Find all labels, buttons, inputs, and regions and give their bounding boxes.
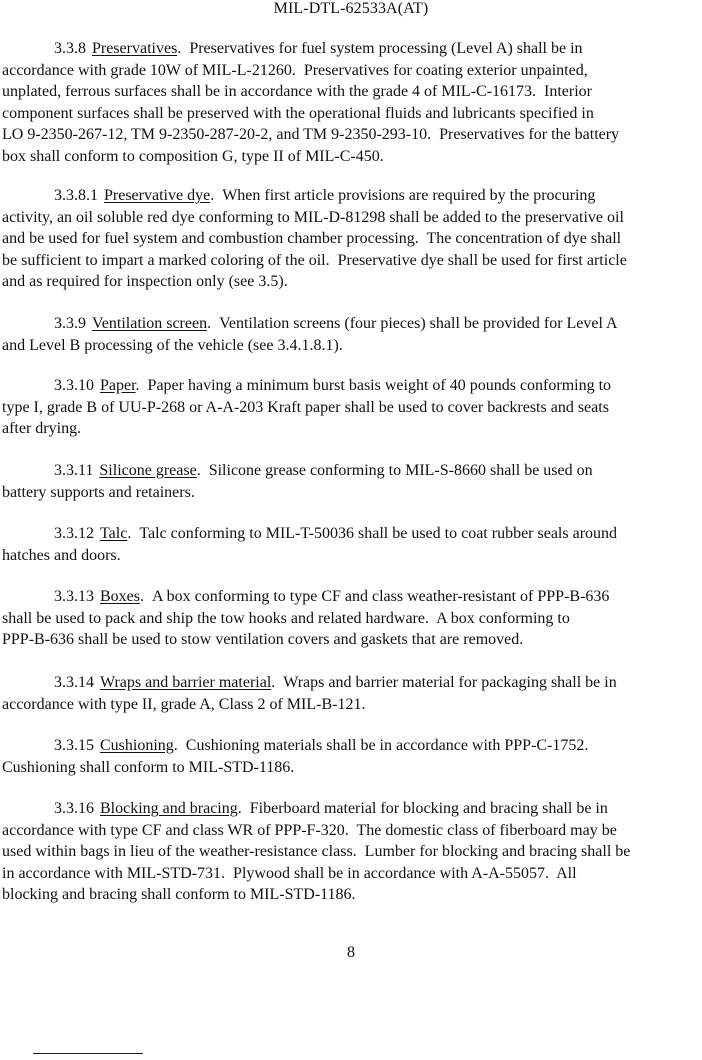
line-text: accordance with grade 10W of MIL-L-21260. Preservatives for coating exterior unpainted, (2, 61, 588, 79)
section-title-punctuation: . (237, 800, 242, 817)
paragraph-line (2, 250, 627, 272)
line-text: Paper having a minimum burst basis weight of 40 pounds conforming to (147, 377, 612, 394)
section-title-punctuation: . (177, 40, 182, 57)
paragraph-line (2, 397, 611, 419)
paragraph-line (2, 672, 617, 694)
paragraph-line (2, 884, 630, 906)
section-title-punctuation: . (135, 377, 140, 394)
line-text: Fiberboard material for blocking and bracing shall be in (249, 800, 608, 817)
section-title: Preservative dye (104, 187, 211, 204)
section-number: 3.3.8 (54, 40, 86, 57)
section-title: Blocking and bracing (100, 800, 238, 817)
line-text: Cushioning materials shall be in accordance with PPP-C-1752. (185, 737, 589, 754)
section-number: 3.3.15 (54, 737, 94, 754)
section-title: Ventilation screen (92, 315, 208, 332)
paragraph-line (2, 207, 627, 229)
line-text: hatches and doors. (2, 546, 121, 564)
line-text: When first article provisions are required by the procuring (222, 187, 596, 204)
line-text: Talc conforming to MIL-T-50036 shall be used to coat rubber seals around (139, 525, 618, 542)
section-paragraph (2, 523, 617, 566)
section-title-punctuation: . (207, 315, 212, 332)
paragraph-line (2, 38, 619, 60)
line-text: component surfaces shall be preserved with the operational fluids and lubricants specified in (2, 104, 594, 122)
paragraph-line (2, 545, 617, 567)
line-text: activity, an oil soluble red dye conforming to MIL-D-81298 shall be added to the preservative oil (2, 208, 624, 226)
section-title: Wraps and barrier material (100, 674, 272, 691)
paragraph-line (2, 482, 593, 504)
document-header (0, 0, 702, 18)
line-text: LO 9-2350-267-12, TM 9-2350-287-20-2, and TM 9-2350-293-10. Preservatives for the battery (2, 126, 620, 144)
page-number (0, 944, 702, 962)
line-text: A box conforming to type CF and class weather-resistant of PPP-B-636 (152, 588, 610, 605)
line-text: type I, grade B of UU-P-268 or A-A-203 Kraft paper shall be used to cover backrests and seats (2, 398, 609, 416)
section-title-punctuation: . (140, 588, 144, 605)
paragraph-line (2, 735, 588, 757)
line-text: and be used for fuel system and combustion chamber processing. The concentration of dye shall (2, 230, 622, 248)
paragraph-line (2, 185, 627, 207)
line-text: after drying. (2, 420, 82, 438)
section-paragraph (2, 460, 593, 503)
section-paragraph (2, 313, 618, 356)
document-id: MIL-DTL-62533A(AT) (273, 0, 429, 17)
paragraph-line (2, 608, 609, 630)
paragraph-line (2, 820, 630, 842)
paragraph-line (2, 81, 619, 103)
line-text: and as required for inspection only (see 3.5). (2, 273, 288, 291)
line-text: Cushioning shall conform to MIL-STD-1186. (2, 758, 295, 776)
paragraph-line (2, 586, 609, 608)
paragraph-line (2, 124, 619, 146)
section-number: 3.3.9 (54, 315, 86, 332)
section-paragraph (2, 38, 619, 168)
section-number: 3.3.8.1 (54, 187, 98, 204)
section-paragraph (2, 586, 609, 651)
paragraph-line (2, 798, 630, 820)
section-paragraph (2, 798, 630, 906)
section-number: 3.3.10 (54, 377, 94, 394)
paragraph-line (2, 460, 593, 482)
section-title: Preservatives (92, 40, 178, 57)
section-title: Boxes (100, 588, 140, 605)
section-paragraph (2, 375, 611, 440)
line-text: be sufficient to impart a marked coloring of the oil. Preservative dye shall be used for first article (2, 251, 627, 269)
section-title-punctuation: . (173, 737, 178, 754)
line-text: Preservatives for fuel system processing (Level A) shall be in (189, 40, 583, 57)
paragraph-line (2, 418, 611, 440)
paragraph-line (2, 103, 619, 125)
paragraph-line (2, 523, 617, 545)
section-title-punctuation: . (196, 462, 201, 479)
line-text: Silicone grease conforming to MIL-S-8660 shall be used on (208, 462, 593, 479)
section-paragraph (2, 735, 588, 778)
section-title: Cushioning (100, 737, 174, 754)
page-number-text: 8 (347, 944, 355, 961)
paragraph-line (2, 375, 611, 397)
footnote-separator-rule (33, 1053, 143, 1054)
section-paragraph (2, 672, 617, 715)
paragraph-line (2, 146, 619, 168)
section-number: 3.3.16 (54, 800, 94, 817)
line-text: PPP-B-636 shall be used to stow ventilation covers and gaskets that are removed. (2, 631, 524, 649)
line-text: in accordance with MIL-STD-731. Plywood shall be in accordance with A-A-55057. All (2, 864, 577, 882)
line-text: blocking and bracing shall conform to MIL-STD-1186. (2, 886, 356, 904)
line-text: used within bags in lieu of the weather-resistance class. Lumber for blocking and bracing shall be (2, 843, 631, 861)
line-text: shall be used to pack and ship the tow hooks and related hardware. A box conforming to (2, 609, 570, 627)
line-text: Wraps and barrier material for packaging shall be in (283, 674, 617, 691)
line-text: accordance with type CF and class WR of PPP-F-320. The domestic class of fiberboard may be (2, 821, 617, 839)
section-number: 3.3.11 (54, 462, 94, 479)
section-paragraph (2, 185, 627, 293)
section-title-punctuation: . (210, 187, 215, 204)
line-text: Ventilation screens (four pieces) shall be provided for Level A (219, 315, 618, 332)
section-title-punctuation: . (127, 525, 132, 542)
paragraph-line (2, 335, 618, 357)
line-text: unplated, ferrous surfaces shall be in accordance with the grade 4 of MIL-C-16173. Interior (2, 83, 593, 101)
paragraph-line (2, 757, 588, 779)
paragraph-line (2, 60, 619, 82)
line-text: accordance with type II, grade A, Class 2 of MIL-B-121. (2, 695, 366, 713)
paragraph-line (2, 313, 618, 335)
line-text: box shall conform to composition G, type II of MIL-C-450. (2, 147, 384, 165)
paragraph-line (2, 863, 630, 885)
section-title: Paper (100, 377, 136, 394)
section-title: Silicone grease (99, 462, 197, 479)
section-number: 3.3.12 (54, 525, 94, 542)
paragraph-line (2, 694, 617, 716)
section-title-punctuation: . (271, 674, 276, 691)
line-text: and Level B processing of the vehicle (see 3.4.1.8.1). (2, 336, 343, 354)
section-number: 3.3.13 (54, 588, 94, 605)
paragraph-line (2, 841, 630, 863)
section-number: 3.3.14 (54, 674, 94, 691)
paragraph-line (2, 629, 609, 651)
section-title: Talc (100, 525, 128, 542)
paragraph-line (2, 228, 627, 250)
paragraph-line (2, 271, 627, 293)
line-text: battery supports and retainers. (2, 483, 195, 501)
